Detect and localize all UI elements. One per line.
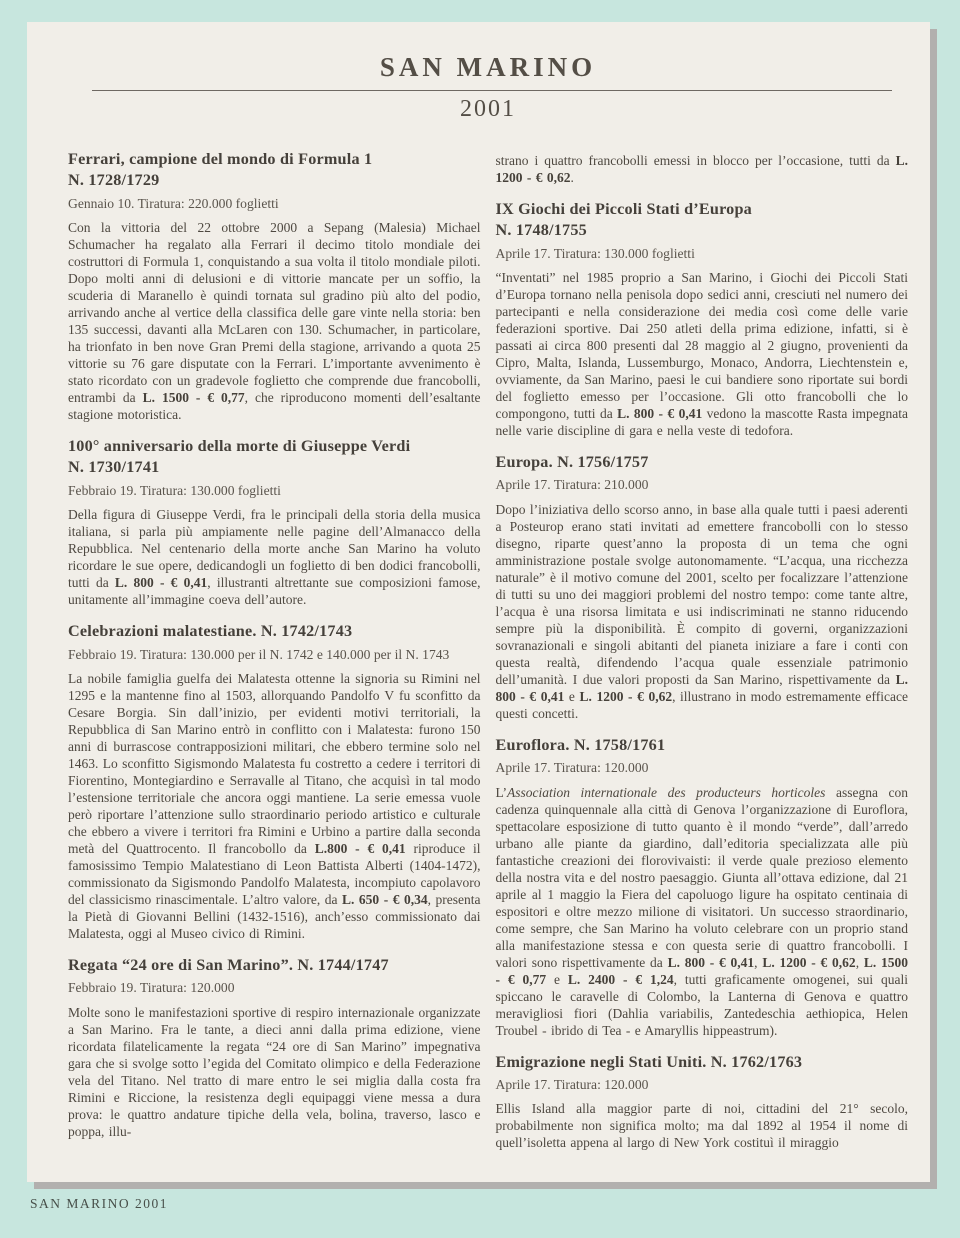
section-regata [68,955,481,1140]
section-title [496,199,909,242]
section-number: N. 1728/1729 [68,171,160,190]
section-title-line: Ferrari, campione del mondo di Formula 1 [68,150,373,168]
title-divider [92,90,892,91]
section-number: N. 1730/1741 [68,458,160,477]
section-title [68,436,481,479]
issue-date-tirage: Aprile 17. Tiratura: 120.000 [495,1076,649,1092]
section-body: Con la vittoria del 22 ottobre 2000 a Sepang (Malesia) Michael Schumacher ha regalato alla Ferrari il decimo titolo mondiale dei costruttori di Formula 1, conquistando a sua volta il titolo mondiale piloti. Dopo molti anni di delusioni e di vittorie mancate per un soffio, la scuderia di Maranello è quindi tornata sul gradino più alto del podio, arrivando anche al vertice della classifica delle gare vinte nella storia: ben 135 successi, davanti alla McLaren con 130. Schumacher, in particolare, ha trionfato in ben nove Gran Premi della stagione, arrivando a quota 25 vittorie su 76 gare disputate con la Ferrari. L’importante avvenimento è stato ricordato con un gradevole foglietto che comprende due francobolli, entrambi da L. 1500 - € 0,77, che riproducono momenti dell’esaltante stagione motoristica. [68,220,481,423]
section-body: Dopo l’iniziativa dello scorso anno, in base alla quale tutti i paesi aderenti a Posteurop erano stati invitati ad emettere francobolli con lo stesso disegno, riparte quest’anno la proposta di un tema che ogni amministrazione postale svolge autonomamente. “L’acqua, una ricchezza naturale” è il motivo comune del 2001, scelto per focalizzare l’attenzione di tutti su uno dei maggiori problemi del nostro tempo: come tante altre, l’acqua è una risorsa limitata e usi indiscriminati ne stanno riducendo sempre più la disponibilità. È compito di governi, organizzazioni sovranazionali e singoli abitanti del pianeta iniziare a fare i conti con questa realtà, difendendo l’acqua quale essenziale patrimonio dell’umanità. I due valori proposti da San Marino, rispettivamente da L. 800 - € 0,41 e L. 1200 - € 0,62, illustrano in modo estremamente efficace questi concetti. [495,501,909,721]
catalogue-page [27,22,930,1182]
section-emigrazione [496,1052,909,1152]
section-title [496,735,909,756]
section-title-line: Emigrazione negli Stati Uniti. N. 1762/1763 [495,1052,803,1071]
section-malatestiane [68,621,481,942]
section-number: N. 1748/1755 [495,221,587,240]
issue-date-tirage: Aprile 17. Tiratura: 130.000 foglietti [495,245,695,261]
section-body: Molte sono le manifestazioni sportive di respiro internazionale organizzate a San Marino. Fra le tante, a dieci anni dalla prima edizione, viene ricordata filatelicamente la regata “24 ore di San Marino” impegnativa gara che si svolge sotto l’egida del Comitato olimpico e della Federazione vela del Titano. Nel tratto di mare entro le sei miglia dalla costa fra Rimini e Riccione, la resistenza degli equipaggi viene messa a dura prova: le quattro andature tipiche della vela, bolina, traverso, lasco e poppa, illu- [68,1004,481,1139]
section-body: Della figura di Giuseppe Verdi, fra le principali della storia della musica italiana, si parla più ampiamente nelle pagine dell’Almanacco della Repubblica. Nel centenario della morte anche San Marino ha voluto ricordare le sue opere, dedicandogli un foglietto di ben dodici francobolli, tutti da L. 800 - € 0,41, illustranti altrettante sue composizioni famose, unitamente all’immagine coeva dell’autore. [68,507,481,608]
section-verdi [68,436,481,608]
section-title [496,452,909,473]
section-body: “Inventati” nel 1985 proprio a San Marino, i Giochi dei Piccoli Stati d’Europa tornano nella penisola dopo sedici anni, cresciuti nel numero dei partecipanti e nella considerazione dei media così come delle varie federazioni sportive. Dai 250 atleti della prima edizione, infatti, si è passati ai circa 800 presenti dal 28 maggio al 2 giugno, provenienti da Cipro, Malta, Islanda, Lussemburgo, Monaco, Andorra, Liechtenstein e, ovviamente, da San Marino, paesi le cui bandiere sono riportate sui bordi del foglietto emesso per l’occasione. Gli otto francobolli che lo compongono, tutti da L. 800 - € 0,41 vedono la mascotte Rasta impegnata nelle varie discipline di gara e nella veste di tedofora. [495,270,909,439]
section-title [68,621,481,642]
section-title [68,955,481,976]
issue-date-tirage: Aprile 17. Tiratura: 120.000 [495,760,649,776]
section-title-line: Europa. N. 1756/1757 [495,453,649,472]
issue-date-tirage: Febbraio 19. Tiratura: 130.000 foglietti [68,482,281,498]
section-regata-continuation [496,152,909,186]
section-title-line: 100° anniversario della morte di Giuseppe Verdi [68,437,411,456]
page-header [68,52,908,123]
issue-date-tirage: Febbraio 19. Tiratura: 120.000 [68,980,235,996]
section-title [68,149,481,192]
section-body: Ellis Island alla maggior parte di noi, cittadini del 21° secolo, probabilmente non significa molto; ma dal 1892 al 1954 il nome di quell’isoletta appena al largo di New York costituì il miraggio [495,1101,908,1151]
section-title-line: Euroflora. N. 1758/1761 [495,735,666,754]
section-giochi-piccoli-stati [496,199,909,439]
page-footer-caption: SAN MARINO 2001 [30,1196,169,1211]
section-euroflora [496,735,909,1039]
issue-date-tirage: Aprile 17. Tiratura: 210.000 [495,477,649,493]
section-title-line: Regata “24 ore di San Marino”. N. 1744/1747 [68,955,389,974]
section-ferrari [68,149,481,423]
section-title [496,1052,909,1073]
left-column [68,149,481,1151]
issue-date-tirage: Gennaio 10. Tiratura: 220.000 foglietti [68,195,279,211]
page-title: SAN MARINO [379,52,597,82]
section-title-line: IX Giochi dei Piccoli Stati d’Europa [495,200,752,218]
section-europa [496,452,909,722]
section-body: La nobile famiglia guelfa dei Malatesta ottenne la signoria su Rimini nel 1295 e la mantenne fino al 1503, allorquando Pandolfo V fu sconfitto da Cesare Borgia. Sin dall’inizio, per evidenti motivi territoriali, la Repubblica di San Marino entrò in conflitto con i Malatesta: furono 150 anni di burrascose contrapposizioni militari, che ebbero termine solo nel 1463. Lo sconfitto Sigismondo Malatesta fu costretto a cedere i territori di Fiorentino, Montegiardino e Serravalle al Titano, che acquisì in tal modo l’estensione territoriale che ancora oggi mantiene. La serie emessa vuole però riportare l’attenzione sullo straordinario periodo artistico e culturale che ebbero a vivere i territori fra Rimini e Urbino a partire dalla seconda metà del Quattrocento. Il francobollo da L.800 - € 0,41 riproduce il famosissimo Tempio Malatestiano di Leon Battista Alberti (1404-1472), commissionato da Sigismondo Pandolfo Malatesta, incompiuto capolavoro del classicismo rinascimentale. L’altro valore, da L. 650 - € 0,34, presenta la Pietà di Giovanni Bellini (1432-1516), anch’esso commissionato dai Malatesta, oggi al Museo civico di Rimini. [68,670,481,941]
issue-date-tirage: Febbraio 19. Tiratura: 130.000 per il N. 1742 e 140.000 per il N. 1743 [68,646,450,662]
section-body: strano i quattro francobolli emessi in blocco per l’occasione, tutti da L. 1200 - € 0,62. [495,153,908,185]
right-column [496,149,909,1151]
two-column-layout [68,149,908,1151]
section-title-line: Celebrazioni malatestiane. N. 1742/1743 [68,622,353,641]
section-body: L’Association internationale des producteurs horticoles assegna con cadenza quinquennale alla città di Genova l’organizzazione di Euroflora, spettacolare esposizione di tutto quanto è il mondo “verde”, dall’arredo urbano alle piante da giardino, dall’editoria specializzata alle più fantastiche creazioni dei florovivaisti: il verde quale prezioso elemento della nostra vita e del nostro paesaggio. Giunta all’ottava edizione, dal 21 aprile al 1 maggio la Fiera del capoluogo ligure ha ospitato centinaia di espositori e oltre mezzo milione di visitatori. Un successo straordinario, come sempre, che San Marino ha voluto celebrare con un proprio stand alla manifestazione stessa e con questa serie di quattro francobolli. I valori sono rispettivamente da L. 800 - € 0,41, L. 1200 - € 0,62, L. 1500 - € 0,77 e L. 2400 - € 1,24, tutti graficamente omogenei, sui quali spiccano le caravelle di Colombo, la Lanterna di Genova e quattro meravigliosi fiori (Dahlia variabilis, Zantedeschia aethiopica, Helen Troubel - ibrido di Tea - e Amaryllis hippeastrum). [495,784,908,1038]
page-year: 2001 [460,96,516,122]
